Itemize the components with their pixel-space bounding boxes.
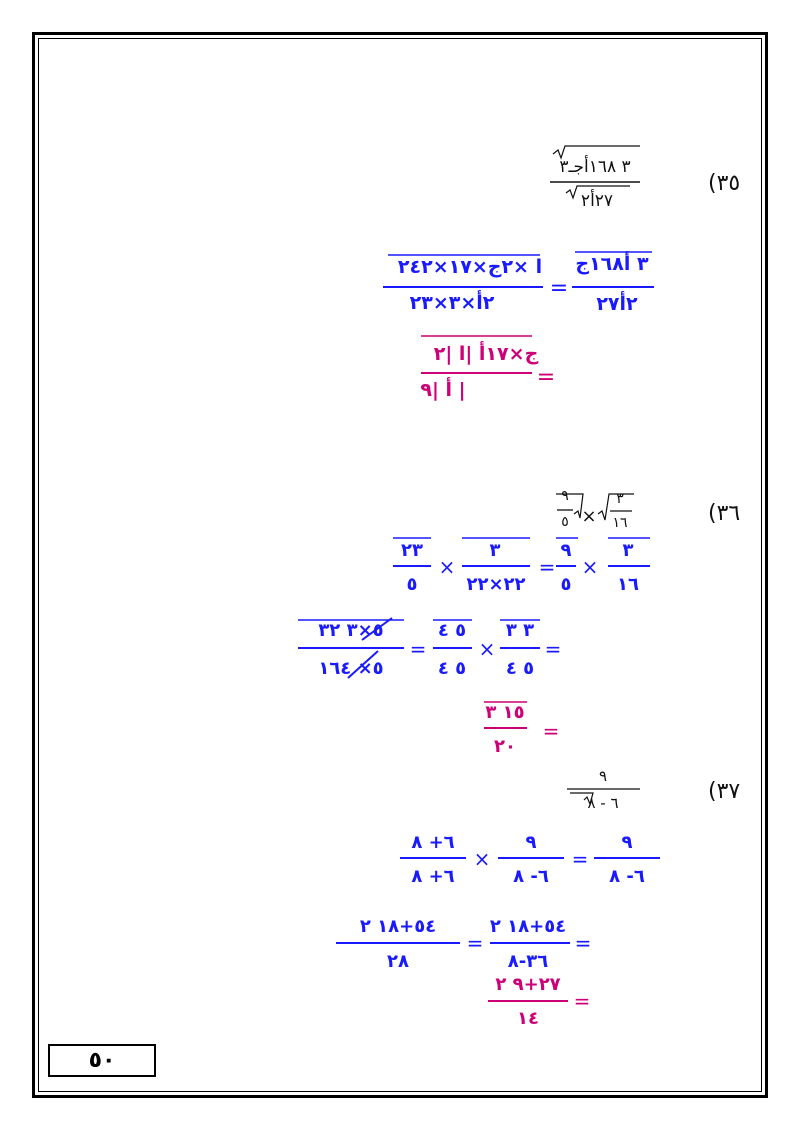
step-denominator: ٣٦-٨ <box>507 951 549 972</box>
step-denominator: ٥ ٤ <box>505 658 535 679</box>
radical-sign <box>556 494 583 518</box>
step-denominator: ٥ <box>406 574 418 595</box>
question-numerator: ٣ <box>616 491 624 507</box>
step-37-1 <box>400 832 660 887</box>
step-denominator: ٥× ١٦٤ <box>318 658 384 679</box>
equals-sign: = <box>573 989 591 1013</box>
step-denominator: ٦- ٨ <box>609 866 645 887</box>
times-sign: × <box>581 555 599 579</box>
step-denominator: ١٤ <box>517 1008 539 1029</box>
step-denominator: ٢أ×٣×٢٣ <box>409 292 495 314</box>
step-numerator: ٥٤+١٨ ٢ <box>489 916 567 937</box>
step-numerator: ج×١٧أ |ا |٢ <box>433 343 539 365</box>
equals-sign: = <box>538 555 556 579</box>
step-numerator: ٦+ ٨ <box>411 832 455 853</box>
question-numerator: ٩ <box>561 488 569 504</box>
step-numerator: ٣ <box>622 540 634 561</box>
step-36-2 <box>298 618 561 679</box>
step-37-2 <box>336 916 591 972</box>
equals-sign: = <box>544 637 562 661</box>
step-numerator: ٩ <box>621 832 633 853</box>
problem-label: (٣٦ <box>708 501 741 526</box>
question-denominator: ٢٧أ٢ <box>580 191 614 211</box>
step-numerator: ٥ ٤ <box>437 620 467 641</box>
times-sign: × <box>438 555 456 579</box>
step-denominator: ٦- ٨ <box>513 866 549 887</box>
step-numerator: ١٥ ٣ <box>485 702 525 723</box>
equals-sign: = <box>536 365 556 390</box>
page-number-box: ٥٠ <box>48 1044 156 1077</box>
step-numerator: ٢٣ <box>401 540 423 561</box>
equals-sign: = <box>549 276 569 301</box>
step-denominator: ٦+ ٨ <box>411 866 455 887</box>
question-denominator: ٦ - ٨ <box>587 794 619 812</box>
problem-36 <box>298 488 740 757</box>
step-numerator: ٣ <box>489 540 501 561</box>
step-numerator: ٩ <box>560 540 572 561</box>
step-37-3 <box>488 974 590 1029</box>
equals-sign: = <box>542 719 560 743</box>
equals-sign: = <box>466 931 484 955</box>
step-numerator: ٩ <box>525 832 537 853</box>
step-numerator: ٢٧+٩ ٢ <box>495 974 561 995</box>
step-numerator: ٣ أ١٦٨ج <box>575 253 649 275</box>
question-denominator: ٥ <box>561 514 569 530</box>
step-numerator: ا ×٢ج×١٧×٢٤٢ <box>397 256 543 278</box>
step-36-1 <box>393 538 650 595</box>
step-denominator: ٥ <box>560 574 572 595</box>
problem-37 <box>336 767 740 1029</box>
problem-label: (٣٥ <box>708 171 741 196</box>
step-denominator: | أ |٩ <box>420 379 466 401</box>
step-denominator: ٢٨ <box>387 951 409 972</box>
step-numerator: ٣ ٣ <box>505 620 535 641</box>
equals-sign: = <box>409 637 427 661</box>
times-sign: × <box>581 506 597 527</box>
question-numerator: ٣ ١٦٨أجـ٣ <box>559 157 631 177</box>
problem-35 <box>383 146 740 401</box>
equals-sign: = <box>574 931 592 955</box>
step-numerator: ٥٤+١٨ ٢ <box>359 916 437 937</box>
question-denominator: ١٦ <box>612 515 628 531</box>
equals-sign: = <box>571 847 589 871</box>
problem-label: (٣٧ <box>708 779 741 804</box>
question-numerator: ٩ <box>598 767 608 785</box>
step-denominator: ٢أ٢٧ <box>596 293 638 315</box>
times-sign: × <box>473 847 491 871</box>
step-denominator: ٢٢×٢٢ <box>466 574 526 595</box>
step-denominator: ١٦ <box>617 574 639 595</box>
step-denominator: ٥ ٤ <box>437 658 467 679</box>
step-36-3 <box>484 702 559 757</box>
times-sign: × <box>478 637 496 661</box>
step-denominator: ٢٠ <box>494 736 516 757</box>
step-numerator: ٥×٣ ٣٢ <box>318 620 384 641</box>
